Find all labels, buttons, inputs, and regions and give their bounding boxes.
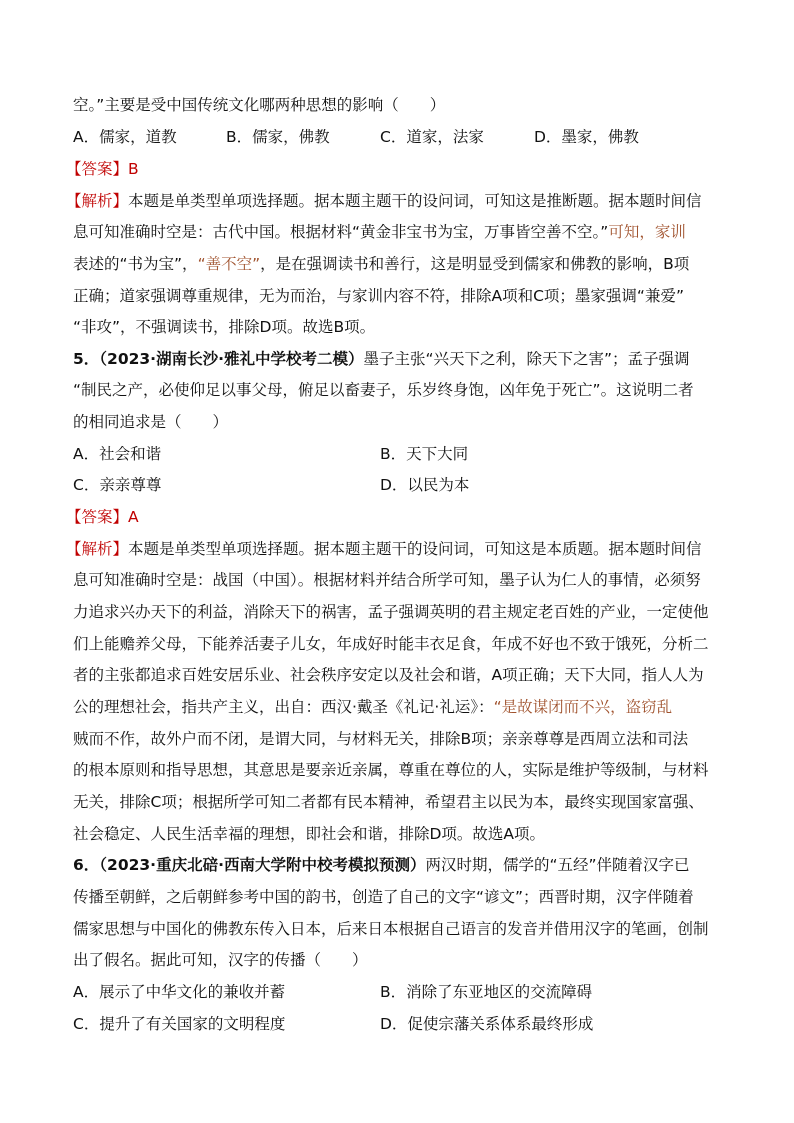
q4-analysis-line-1 (66, 191, 702, 211)
q4-analysis-line-4: 正确；道家强调尊重规律，无为而治，与家训内容不符，排除A项和C项；墨家强调“兼爱” (73, 287, 684, 305)
q5-analysis-line-9: 无关，排除C项；根据所学可知二者都有民本精神，希望君主以民为本，最终实现国家富强、 (73, 793, 704, 811)
question-text: 墨子主张“兴天下之利，除天下之害”；孟子强调 (363, 350, 690, 368)
analysis-tag: 【解析】 (66, 192, 129, 210)
q5-stem-line-2: “制民之产，必使仰足以事父母，俯足以畜妻子，乐岁终身饱，凶年免于死亡”。这说明二者 (73, 381, 694, 399)
q5-analysis-line-4: 们上能赡养父母，下能养活妻子儿女，年成好时能丰衣足食，年成不好也不致于饿死，分析二 (73, 635, 709, 653)
q5-answer (66, 507, 139, 527)
question-source: （2023·湖南长沙·雅礼中学校考二模） (99, 350, 364, 368)
answer-tag: 【答案】 (66, 508, 129, 526)
q5-analysis-line-10: 社会稳定、人民生活幸福的理想，即社会和谐，排除D项。故选A项。 (73, 825, 546, 843)
question-number: 6． (73, 856, 100, 874)
q5-option-a: A．社会和谐 (73, 445, 162, 463)
q5-option-b: B．天下大同 (380, 445, 469, 463)
q5-analysis-line-7: 贼而不作，故外户而不闭，是谓大同，与材料无关，排除B项；亲亲尊尊是西周立法和司法 (73, 730, 689, 748)
q6-stem-line-4: 出了假名。据此可知，汉字的传播（ ） (73, 951, 368, 969)
q6-option-a: A．展示了中华文化的兼收并蓄 (73, 983, 286, 1001)
q4-answer (66, 159, 139, 179)
q5-stem-line-1 (73, 349, 690, 369)
answer-tag: 【答案】 (66, 160, 129, 178)
q5-analysis-line-1 (66, 539, 702, 559)
analysis-tag: 【解析】 (66, 540, 129, 558)
q5-analysis-line-2: 息可知准确时空是：战国（中国）。根据材料并结合所学可知，墨子认为仁人的事情，必须努 (73, 571, 701, 589)
q4-analysis-line-2 (73, 222, 686, 242)
q5-analysis-line-5: 者的主张都追求百姓安居乐业、社会秩序安定以及社会和谐，A项正确；天下大同，指人人为 (73, 666, 704, 684)
analysis-text: 本题是单类型单项选择题。据本题主题干的设问词，可知这是本质题。据本题时间信 (128, 540, 702, 558)
q5-analysis-line-3: 力追求兴办天下的利益，消除天下的祸害，孟子强调英明的君主规定老百姓的产业，一定使他 (73, 603, 709, 621)
q6-stem-line-2: 传播至朝鲜，之后朝鲜参考中国的韵书，创造了自己的文字“谚文”；西晋时期，汉字伴随着 (73, 888, 694, 906)
q4-option-b: B．儒家，佛教 (226, 128, 330, 146)
analysis-text: ，是在强调读书和善行，这是明显受到儒家和佛教的影响，B项 (260, 255, 690, 273)
q5-option-d: D．以民为本 (380, 476, 470, 494)
q6-option-b: B．消除了东亚地区的交流障碍 (380, 983, 593, 1001)
answer-value: B (128, 160, 139, 178)
q4-option-d: D．墨家，佛教 (534, 128, 639, 146)
q4-option-a: A．儒家，道教 (73, 128, 177, 146)
question-text: 两汉时期，儒学的“五经”伴随着汉字已 (425, 856, 690, 874)
q6-option-c: C．提升了有关国家的文明程度 (73, 1015, 286, 1033)
analysis-text-highlight: 可知，家训 (608, 223, 686, 241)
q6-stem-line-1 (73, 855, 690, 875)
analysis-text: 本题是单类型单项选择题。据本题主题干的设问词，可知这是推断题。据本题时间信 (128, 192, 702, 210)
analysis-text: 息可知准确时空是：古代中国。根据材料“黄金非宝书为宝，万事皆空善不空。” (73, 223, 609, 241)
q5-stem-line-3: 的相同追求是（ ） (73, 413, 229, 431)
analysis-text-highlight: “是故谋闭而不兴，盗窃乱 (493, 698, 673, 716)
q5-option-c: C．亲亲尊尊 (73, 476, 162, 494)
analysis-text: 公的理想社会，指共产主义，出自：西汉·戴圣《礼记·礼运》： (73, 698, 494, 716)
question-number: 5． (73, 350, 100, 368)
analysis-text-highlight: “善不空” (197, 255, 261, 273)
question-source: （2023·重庆北碚·西南大学附中校考模拟预测） (99, 856, 426, 874)
analysis-text: 表述的“书为宝”， (73, 255, 198, 273)
q6-stem-line-3: 儒家思想与中国化的佛教东传入日本，后来日本根据自己语言的发音并借用汉字的笔画，创制 (73, 920, 709, 938)
q5-analysis-line-8: 的根本原则和指导思想，其意思是要亲近亲属，尊重在尊位的人，实际是维护等级制，与材料 (73, 761, 709, 779)
answer-value: A (128, 508, 139, 526)
q4-stem-tail: 空。”主要是受中国传统文化哪两种思想的影响（ ） (73, 96, 446, 114)
q4-option-c: C．道家，法家 (380, 128, 484, 146)
q4-analysis-line-3 (73, 254, 689, 274)
q5-analysis-line-6 (73, 697, 672, 717)
q6-option-d: D．促使宗藩关系体系最终形成 (380, 1015, 594, 1033)
q4-analysis-line-5: “非攻”，不强调读书，排除D项。故选B项。 (73, 318, 376, 336)
